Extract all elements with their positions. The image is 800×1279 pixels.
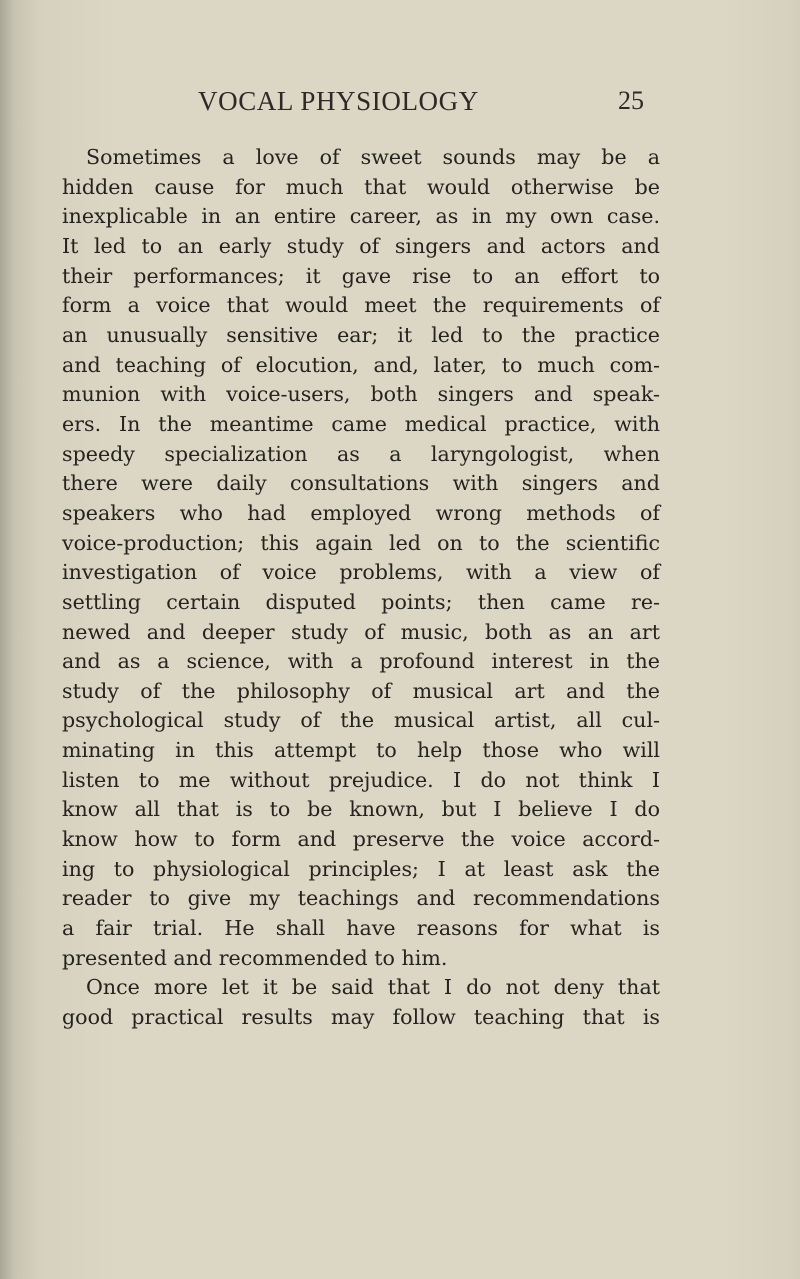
text-line: form a voice that would meet the requirements of — [62, 293, 660, 318]
text-line: settling certain disputed points; then came re- — [62, 589, 660, 614]
text-line: speedy specialization as a laryngologist, when — [62, 441, 660, 466]
text-line: ers. In the meantime came medical practice, with — [62, 411, 660, 436]
text-line: good practical results may follow teaching that is — [62, 1005, 660, 1030]
text-line: Sometimes a love of sweet sounds may be a — [86, 145, 660, 169]
page-number: 25 — [618, 86, 644, 115]
text-line: Once more let it be said that I do not deny that — [86, 975, 660, 1000]
running-head: VOCAL PHYSIOLOGY — [198, 86, 479, 116]
text-line: psychological study of the musical artist, all cul- — [62, 708, 660, 733]
paragraph — [62, 973, 660, 1032]
text-line: know how to form and preserve the voice accord- — [62, 827, 660, 852]
text-line: listen to me without prejudice. I do not think I — [62, 767, 660, 792]
text-line: and as a science, with a profound interest in the — [62, 649, 660, 674]
text-line: investigation of voice problems, with a view of — [62, 560, 660, 585]
text-line: reader to give my teachings and recommendations — [62, 886, 660, 911]
text-line: study of the philosophy of musical art and the — [62, 678, 660, 703]
text-line: voice-production; this again led on to the scientific — [62, 530, 660, 555]
text-line: speakers who had employed wrong methods of — [62, 500, 660, 525]
text-line: munion with voice-users, both singers and speak- — [62, 382, 660, 407]
text-line: hidden cause for much that would otherwise be — [62, 174, 660, 199]
paragraph — [62, 143, 660, 973]
text-line: know all that is to be known, but I believe I do — [62, 797, 660, 822]
text-line: an unusually sensitive ear; it led to the practice — [62, 322, 660, 347]
text-line: ing to physiological principles; I at least ask the — [62, 856, 660, 881]
text-line: newed and deeper study of music, both as an art — [62, 619, 660, 644]
text-line: there were daily consultations with singers and — [62, 471, 660, 496]
text-line: and teaching of elocution, and, later, to much com- — [62, 352, 660, 377]
text-line: presented and recommended to him. — [62, 945, 448, 970]
text-line: inexplicable in an entire career, as in my own case. — [62, 204, 660, 229]
text-line: It led to an early study of singers and actors and — [62, 233, 660, 258]
text-line: their performances; it gave rise to an effort to — [62, 263, 660, 288]
body-text — [62, 143, 660, 1033]
text-line: minating in this attempt to help those who will — [62, 738, 660, 763]
text-line: a fair trial. He shall have reasons for what is — [62, 916, 660, 941]
